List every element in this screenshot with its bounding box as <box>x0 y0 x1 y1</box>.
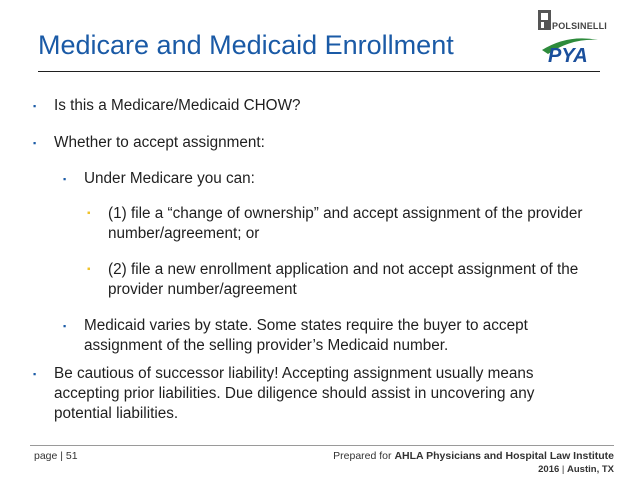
bullet-item: ▪ Under Medicare you can: <box>63 170 255 187</box>
bullet-item: ▪ Be cautious of successor liability! Accepting assignment usually means accepting prior liabilities. Due diligence should assist in uncovering any potential liabilities. <box>33 365 535 422</box>
polsinelli-wordmark: POLSINELLI <box>552 21 608 31</box>
bullet-item: ▪ Medicaid varies by state. Some states require the buyer to accept assignment of the selling provider’s Medicaid number. <box>63 317 528 354</box>
polsinelli-mark-icon <box>538 10 552 30</box>
bullet-item: ▪ Whether to accept assignment: <box>33 134 265 151</box>
event-name: AHLA Physicians and Hospital Law Institute <box>394 450 614 462</box>
polsinelli-logo <box>538 10 616 32</box>
bullet-item: ▪ (1) file a “change of ownership” and accept assignment of the provider number/agreement; or <box>87 205 583 242</box>
pya-wordmark: PYA <box>548 45 588 64</box>
footer-attribution <box>333 450 614 476</box>
location-separator: | <box>559 464 568 475</box>
bullet-square-icon: ▪ <box>33 369 37 379</box>
bullet-square-icon: ▪ <box>63 174 67 184</box>
bullet-square-icon: ▪ <box>33 138 37 148</box>
bullet-square-icon: ▪ <box>33 101 37 111</box>
title-divider <box>38 71 600 72</box>
footer-divider <box>30 445 614 446</box>
pya-logo <box>540 34 620 64</box>
event-location: Austin, TX <box>567 464 614 475</box>
bullet-square-icon: ▪ <box>63 321 67 331</box>
event-year: 2016 <box>538 464 560 475</box>
page-number: page | 51 <box>34 450 78 462</box>
slide-title: Medicare and Medicaid Enrollment <box>38 30 454 60</box>
bullet-square-icon: ▪ <box>87 264 91 275</box>
bullet-item: ▪ Is this a Medicare/Medicaid CHOW? <box>33 97 301 114</box>
prepared-prefix: Prepared for <box>333 450 395 462</box>
bullet-square-icon: ▪ <box>87 208 91 219</box>
bullet-item: ▪ (2) file a new enrollment application and not accept assignment of the provider number/agreement <box>87 261 579 298</box>
